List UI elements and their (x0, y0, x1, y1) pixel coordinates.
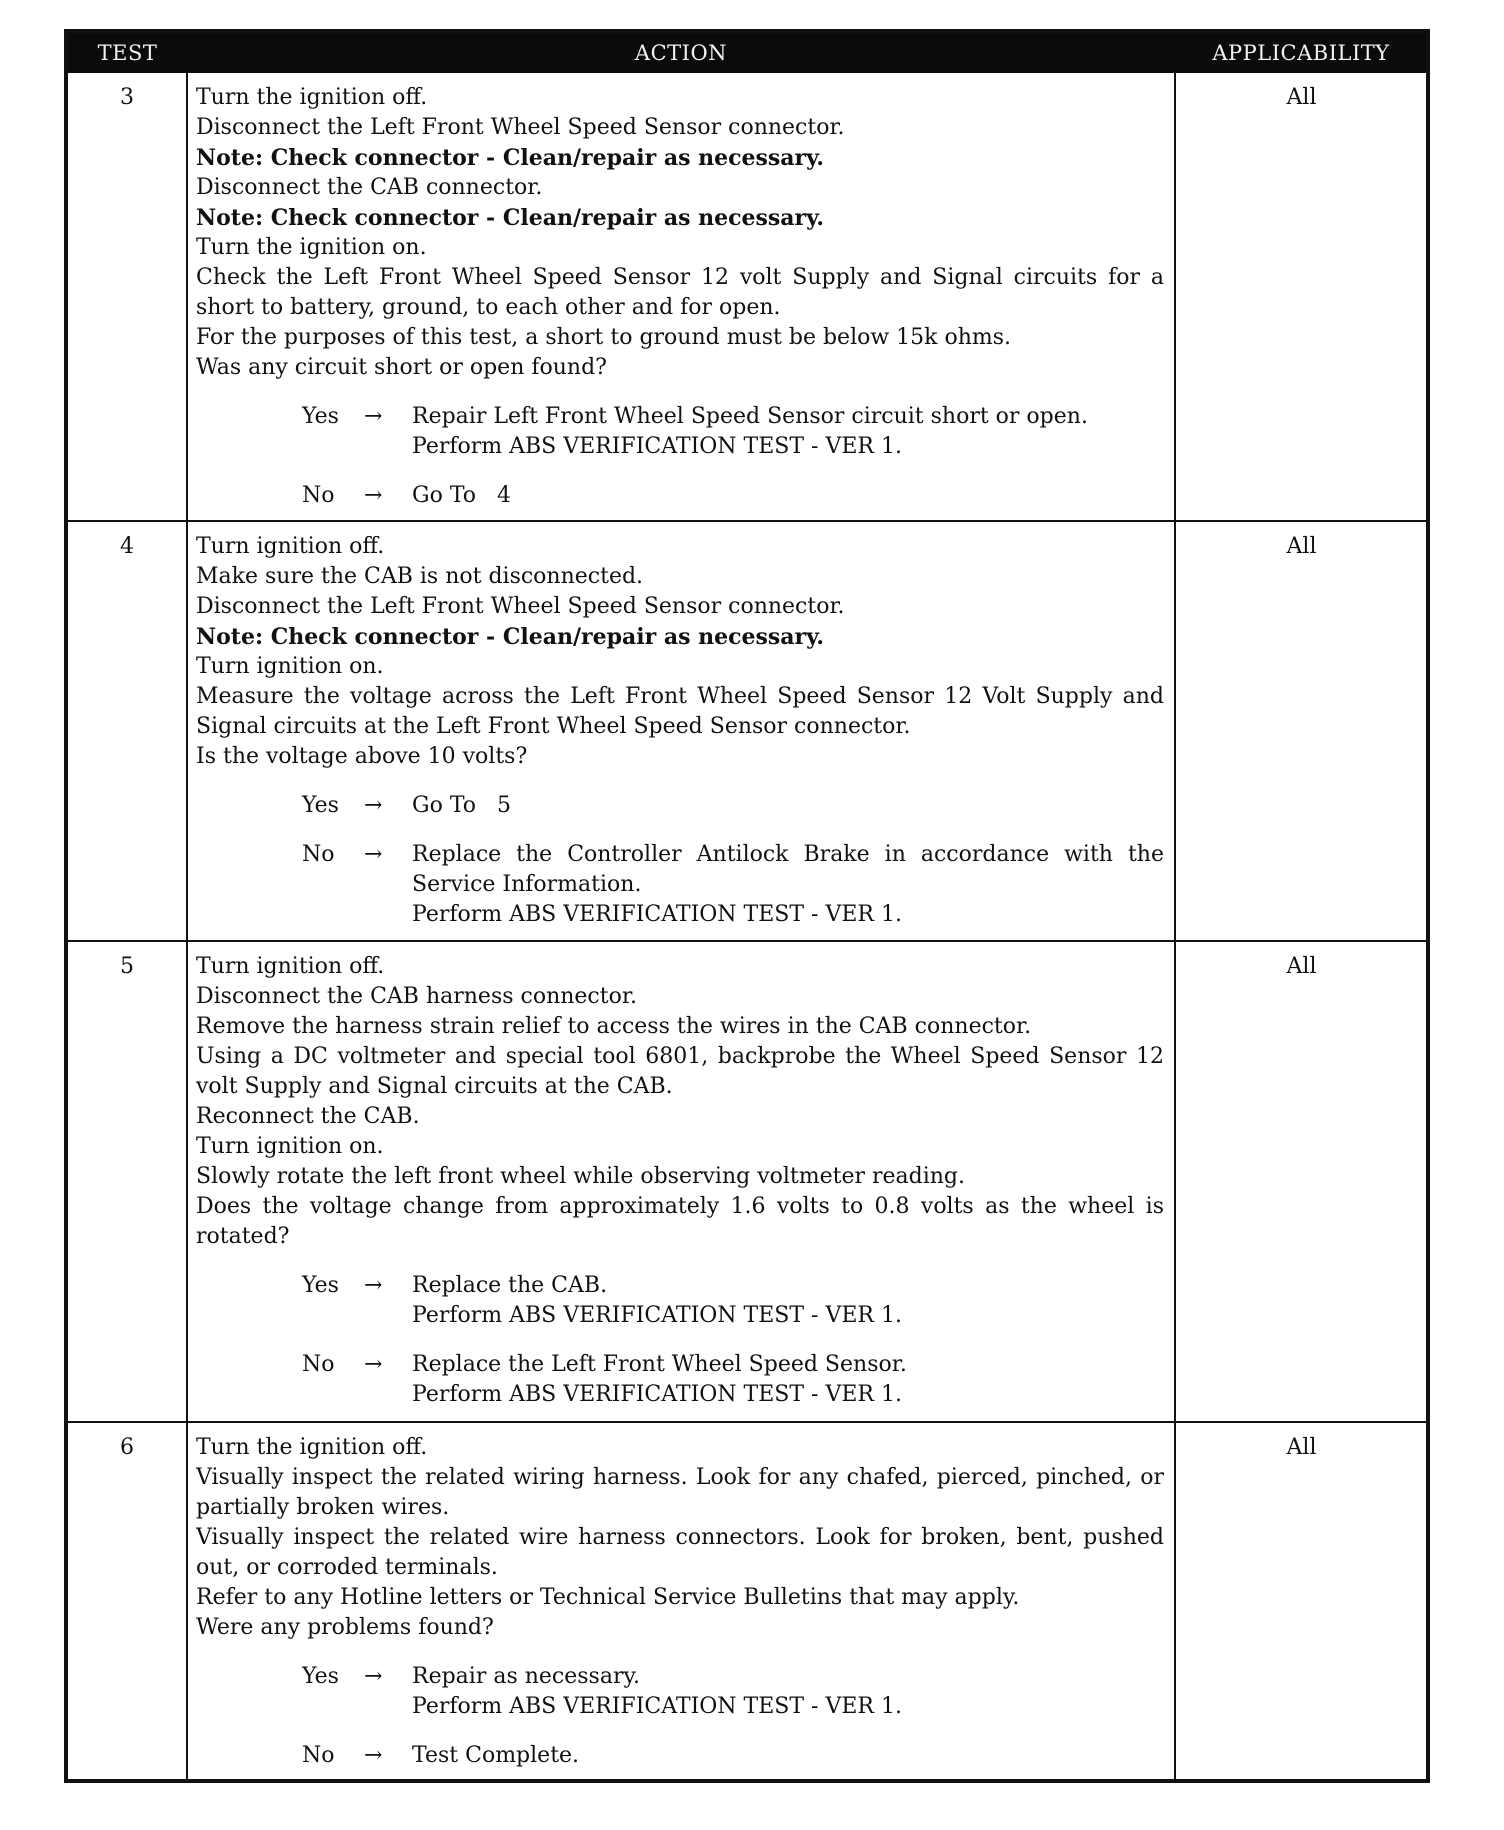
action-cell (196, 83, 1164, 511)
action-line: Disconnect the CAB connector. (196, 175, 543, 200)
yes-branch (302, 791, 1164, 821)
diagnostic-test-table (64, 29, 1430, 1783)
no-result (412, 481, 1164, 511)
action-cell (196, 952, 1164, 1410)
result-line: Replace the CAB. (412, 1273, 608, 1298)
header-action: ACTION (634, 41, 728, 65)
action-line: Make sure the CAB is not disconnected. (196, 564, 644, 589)
arrow-right-icon: → (364, 483, 383, 508)
action-line: Turn the ignition on. (196, 235, 427, 260)
arrow-right-icon: → (364, 1664, 383, 1689)
no-result (412, 1741, 1164, 1771)
action-line: Disconnect the CAB harness connector. (196, 984, 637, 1009)
action-question: Is the voltage above 10 volts? (196, 744, 528, 769)
no-label: No (302, 842, 335, 867)
action-line: Visually inspect the related wire harness connectors. Look for broken, bent, pushed out, or corroded terminals. (196, 1525, 1164, 1580)
action-cell (196, 532, 1164, 930)
yes-result (412, 402, 1164, 462)
action-line: Check the Left Front Wheel Speed Sensor 12 volt Supply and Signal circuits for a short to battery, ground, to each other and for open. (196, 265, 1164, 320)
action-question: Was any circuit short or open found? (196, 355, 607, 380)
action-line: Turn ignition off. (196, 954, 385, 979)
test-number: 3 (120, 85, 134, 110)
action-question: Were any problems found? (196, 1615, 494, 1640)
applicability-value: All (1286, 534, 1317, 559)
table-row (68, 1423, 1426, 1779)
test-number: 4 (120, 534, 134, 559)
applicability-value: All (1286, 85, 1317, 110)
arrow-right-icon: → (364, 793, 383, 818)
action-line: Remove the harness strain relief to access the wires in the CAB connector. (196, 1014, 1032, 1039)
result-line: Perform ABS VERIFICATION TEST - VER 1. (412, 1382, 902, 1407)
no-branch (302, 1350, 1164, 1410)
no-branch (302, 840, 1164, 930)
yes-label: Yes (302, 1273, 339, 1298)
yes-branch (302, 1662, 1164, 1722)
yes-branch (302, 1271, 1164, 1331)
table-row (68, 522, 1426, 942)
result-line: Test Complete. (412, 1743, 580, 1768)
header-applicability: APPLICABILITY (1212, 41, 1390, 65)
action-line: Disconnect the Left Front Wheel Speed Sensor connector. (196, 594, 845, 619)
result-line: Go To 4 (412, 483, 511, 508)
table-row (68, 942, 1426, 1423)
action-line: Refer to any Hotline letters or Technical Service Bulletins that may apply. (196, 1585, 1020, 1610)
yes-label: Yes (302, 1664, 339, 1689)
no-label: No (302, 1352, 335, 1377)
action-line: Reconnect the CAB. (196, 1104, 420, 1129)
arrow-right-icon: → (364, 1352, 383, 1377)
yes-result (412, 1271, 1164, 1331)
result-line: Repair as necessary. (412, 1664, 640, 1689)
no-branch (302, 1741, 1164, 1771)
no-result (412, 1350, 1164, 1410)
result-line: Go To 5 (412, 793, 511, 818)
no-label: No (302, 483, 335, 508)
yes-result (412, 791, 1164, 821)
action-line: Turn ignition on. (196, 1134, 384, 1159)
arrow-right-icon: → (364, 1273, 383, 1298)
action-line: Turn the ignition off. (196, 1435, 428, 1460)
no-label: No (302, 1743, 335, 1768)
yes-branch (302, 402, 1164, 462)
result-line: Repair Left Front Wheel Speed Sensor circuit short or open. (412, 404, 1088, 429)
result-line: Perform ABS VERIFICATION TEST - VER 1. (412, 1303, 902, 1328)
action-line: Using a DC voltmeter and special tool 6801, backprobe the Wheel Speed Sensor 12 volt Supply and Signal circuits at the CAB. (196, 1044, 1164, 1099)
result-line: Perform ABS VERIFICATION TEST - VER 1. (412, 434, 902, 459)
action-note: Note: Check connector - Clean/repair as necessary. (196, 145, 825, 171)
no-result (412, 840, 1164, 930)
action-line: Measure the voltage across the Left Front Wheel Speed Sensor 12 Volt Supply and Signal circuits at the Left Front Wheel Speed Sensor connector. (196, 684, 1164, 739)
action-line: Turn the ignition off. (196, 85, 428, 110)
arrow-right-icon: → (364, 404, 383, 429)
result-line: Perform ABS VERIFICATION TEST - VER 1. (412, 902, 902, 927)
action-cell (196, 1433, 1164, 1771)
applicability-value: All (1286, 1435, 1317, 1460)
action-line: Turn ignition on. (196, 654, 384, 679)
result-line: Replace the Left Front Wheel Speed Sensor. (412, 1352, 907, 1377)
table-header (68, 33, 1426, 73)
table-row (68, 73, 1426, 522)
yes-result (412, 1662, 1164, 1722)
test-number: 5 (120, 954, 134, 979)
action-line: For the purposes of this test, a short to ground must be below 15k ohms. (196, 325, 1012, 350)
yes-label: Yes (302, 404, 339, 429)
arrow-right-icon: → (364, 1743, 383, 1768)
action-note: Note: Check connector - Clean/repair as necessary. (196, 624, 825, 650)
test-number: 6 (120, 1435, 134, 1460)
result-line: Perform ABS VERIFICATION TEST - VER 1. (412, 1694, 902, 1719)
action-question: Does the voltage change from approximately 1.6 volts to 0.8 volts as the wheel is rotated? (196, 1194, 1164, 1249)
action-line: Visually inspect the related wiring harness. Look for any chafed, pierced, pinched, or partially broken wires. (196, 1465, 1164, 1520)
arrow-right-icon: → (364, 842, 383, 867)
applicability-value: All (1286, 954, 1317, 979)
action-line: Turn ignition off. (196, 534, 385, 559)
result-line: Replace the Controller Antilock Brake in accordance with the Service Information. (412, 842, 1164, 897)
action-line: Disconnect the Left Front Wheel Speed Sensor connector. (196, 115, 845, 140)
action-line: Slowly rotate the left front wheel while observing voltmeter reading. (196, 1164, 966, 1189)
no-branch (302, 481, 1164, 511)
header-test: TEST (97, 41, 158, 65)
action-note: Note: Check connector - Clean/repair as necessary. (196, 205, 825, 231)
yes-label: Yes (302, 793, 339, 818)
